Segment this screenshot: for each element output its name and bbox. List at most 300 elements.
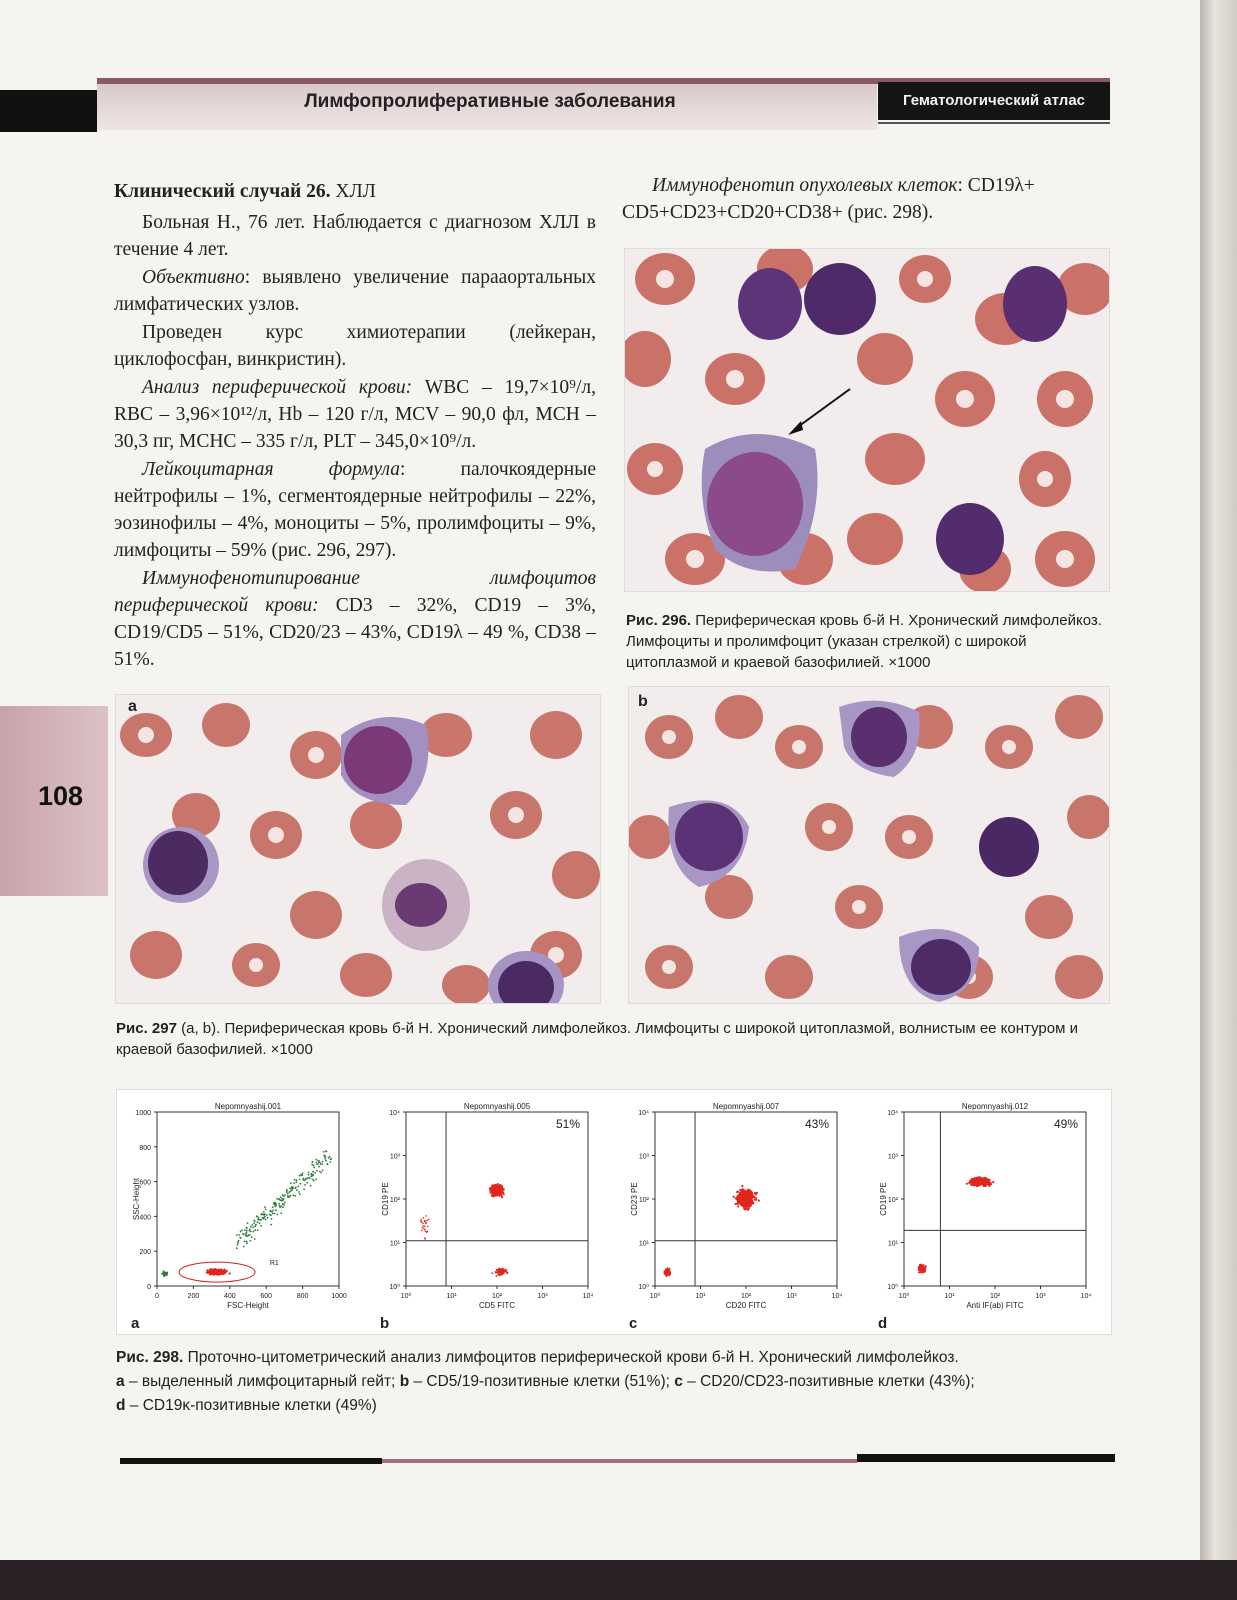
fig296-caption bbox=[626, 610, 1110, 673]
event-dot bbox=[240, 1231, 242, 1233]
x-axis-label: CD20 FITC bbox=[725, 1301, 767, 1310]
event-dot bbox=[236, 1247, 238, 1249]
y-tick-label: 10² bbox=[389, 1197, 400, 1204]
x-tick-label: 0 bbox=[155, 1293, 159, 1300]
y-tick-label: 10³ bbox=[638, 1153, 649, 1161]
event-dot bbox=[287, 1193, 289, 1195]
scan-bottom-edge bbox=[0, 1560, 1237, 1600]
fig296-text: Периферическая кровь б-й Н. Хронический лимфолейкоз. Лимфоциты и пролимфоцит (указан стрелкой) с широкой цитоплазмой и краевой базофилией. ×1000 bbox=[626, 612, 1102, 671]
event-dot bbox=[299, 1179, 301, 1181]
y-tick-label: 10¹ bbox=[638, 1240, 649, 1248]
event-dot bbox=[299, 1175, 301, 1177]
plot-letter: d bbox=[878, 1315, 888, 1332]
event-dot bbox=[261, 1214, 263, 1216]
case-paragraph-2 bbox=[114, 264, 596, 318]
event-dot bbox=[739, 1199, 741, 1201]
event-dot bbox=[273, 1209, 275, 1211]
event-dot bbox=[992, 1181, 994, 1183]
event-dot bbox=[312, 1161, 314, 1163]
y-tick-label: 10⁴ bbox=[887, 1110, 898, 1117]
event-dot bbox=[754, 1192, 756, 1194]
x-tick-label: 10⁰ bbox=[898, 1293, 910, 1300]
event-dot bbox=[266, 1214, 268, 1216]
event-dot bbox=[498, 1268, 500, 1270]
fig296-number: Рис. 296. bbox=[626, 612, 692, 629]
event-dot bbox=[271, 1218, 273, 1220]
event-dot bbox=[264, 1216, 266, 1218]
event-dot bbox=[208, 1271, 210, 1273]
event-dot bbox=[306, 1182, 308, 1184]
event-dot bbox=[422, 1227, 424, 1229]
event-dot bbox=[274, 1202, 276, 1204]
event-dot bbox=[274, 1204, 276, 1206]
y-axis-label: CD19 PE bbox=[879, 1182, 888, 1216]
objective-text: : выявлено увеличение парааортальных лимфатических узлов. bbox=[114, 267, 596, 315]
x-tick-label: 800 bbox=[296, 1293, 309, 1300]
plot-title: Nepomnyashij.007 bbox=[712, 1102, 780, 1111]
immunophenotype-label: Иммунофенотип опухолевых клеток bbox=[652, 175, 958, 196]
x-axis-label: CD5 FITC bbox=[479, 1301, 515, 1310]
event-dot bbox=[503, 1269, 505, 1271]
event-dot bbox=[921, 1269, 923, 1271]
event-dot bbox=[974, 1183, 976, 1185]
event-dot bbox=[669, 1268, 671, 1270]
fig298-c-text: – CD20/CD23-позитивные клетки (43%); bbox=[682, 1373, 975, 1390]
plot-b bbox=[366, 1090, 615, 1336]
case-paragraph-1: Больная Н., 76 лет. Наблюдается с диагнозом ХЛЛ в течение 4 лет. bbox=[114, 212, 596, 260]
event-dot bbox=[292, 1188, 294, 1190]
event-dot bbox=[296, 1189, 298, 1191]
event-dot bbox=[263, 1211, 265, 1213]
plot-frame bbox=[157, 1112, 339, 1286]
y-axis-label: SSC-Height bbox=[132, 1177, 141, 1221]
event-dot bbox=[244, 1229, 246, 1231]
event-dot bbox=[215, 1272, 217, 1274]
event-dot bbox=[308, 1172, 310, 1174]
event-dot bbox=[747, 1199, 749, 1201]
plot-letter: b bbox=[380, 1315, 390, 1332]
event-dot bbox=[279, 1205, 281, 1207]
y-tick-label: 10⁴ bbox=[638, 1110, 649, 1117]
event-dot bbox=[425, 1222, 427, 1224]
case-paragraph-5 bbox=[114, 456, 596, 564]
event-dot bbox=[270, 1224, 272, 1226]
immunophenotyping-label: Иммунофенотипирование лимфоцитов периферической крови: bbox=[114, 568, 596, 616]
event-dot bbox=[924, 1269, 926, 1271]
event-dot bbox=[237, 1242, 239, 1244]
y-tick-label: 600 bbox=[139, 1179, 151, 1187]
event-dot bbox=[217, 1269, 219, 1271]
event-dot bbox=[923, 1271, 925, 1273]
page-edge bbox=[1200, 0, 1237, 1600]
event-dot bbox=[738, 1201, 740, 1203]
plot-c-svg bbox=[615, 1090, 864, 1336]
event-dot bbox=[427, 1226, 429, 1228]
immunophenotyping-text: CD3 – 32%, CD19 – 3%, CD19/CD5 – 51%, CD20/23 – 43%, CD19λ – 49 %, CD38 – 51%. bbox=[114, 595, 597, 670]
percent-label: 51% bbox=[555, 1117, 580, 1131]
event-dot bbox=[326, 1163, 328, 1165]
case-title-suffix: ХЛЛ bbox=[335, 181, 376, 202]
y-tick-label: 10¹ bbox=[389, 1240, 400, 1248]
y-tick-label: 10³ bbox=[887, 1153, 898, 1161]
event-dot bbox=[282, 1194, 284, 1196]
event-dot bbox=[249, 1230, 251, 1232]
event-dot bbox=[312, 1179, 314, 1181]
event-dot bbox=[289, 1191, 291, 1193]
event-dot bbox=[919, 1267, 921, 1269]
event-dot bbox=[744, 1195, 746, 1197]
event-dot bbox=[318, 1161, 320, 1163]
event-dot bbox=[738, 1196, 740, 1198]
fig297-label-a: a bbox=[128, 698, 137, 715]
x-axis-label: Anti IF(ab) FITC bbox=[966, 1301, 1024, 1310]
x-tick-label: 10¹ bbox=[695, 1293, 706, 1300]
event-dot bbox=[294, 1187, 296, 1189]
event-dot bbox=[323, 1151, 325, 1153]
event-dot bbox=[422, 1222, 424, 1224]
event-dot bbox=[758, 1200, 760, 1202]
immunophenotype-text bbox=[622, 172, 1110, 226]
event-dot bbox=[271, 1211, 273, 1213]
event-dot bbox=[749, 1199, 751, 1201]
event-dot bbox=[223, 1269, 225, 1271]
event-dot bbox=[326, 1151, 328, 1153]
x-tick-label: 10⁴ bbox=[831, 1293, 843, 1300]
event-dot bbox=[754, 1199, 756, 1201]
event-dot bbox=[329, 1161, 331, 1163]
event-dot bbox=[250, 1240, 252, 1242]
event-dot bbox=[312, 1171, 314, 1173]
x-tick-label: 10¹ bbox=[446, 1293, 457, 1300]
event-dot bbox=[252, 1226, 254, 1228]
plot-letter: a bbox=[131, 1315, 140, 1332]
event-dot bbox=[260, 1219, 262, 1221]
event-dot bbox=[739, 1192, 741, 1194]
event-dot bbox=[163, 1275, 165, 1277]
y-tick-label: 10⁴ bbox=[389, 1110, 400, 1117]
event-dot bbox=[980, 1179, 982, 1181]
event-dot bbox=[165, 1273, 167, 1275]
event-dot bbox=[302, 1172, 304, 1174]
micrograph-296-image bbox=[625, 249, 1110, 592]
event-dot bbox=[255, 1224, 257, 1226]
event-dot bbox=[920, 1264, 922, 1266]
event-dot bbox=[501, 1196, 503, 1198]
event-dot bbox=[426, 1220, 428, 1222]
event-dot bbox=[239, 1234, 241, 1236]
event-dot bbox=[421, 1230, 423, 1232]
event-dot bbox=[257, 1229, 259, 1231]
event-dot bbox=[505, 1270, 507, 1272]
event-dot bbox=[424, 1226, 426, 1228]
event-dot bbox=[748, 1203, 750, 1205]
event-dot bbox=[253, 1231, 255, 1233]
event-dot bbox=[246, 1232, 248, 1234]
region-label: R1 bbox=[269, 1260, 279, 1268]
x-tick-label: 10⁴ bbox=[1080, 1293, 1092, 1300]
plot-d-svg bbox=[864, 1090, 1113, 1336]
event-dot bbox=[741, 1199, 743, 1201]
header-right-rule bbox=[878, 122, 1110, 124]
event-dot bbox=[302, 1179, 304, 1181]
footer-rule-left bbox=[120, 1458, 382, 1464]
x-tick-label: 10² bbox=[989, 1293, 1001, 1300]
event-dot bbox=[756, 1192, 758, 1194]
event-dot bbox=[424, 1237, 426, 1239]
event-dot bbox=[669, 1273, 671, 1275]
leukocyte-formula-label: Лейкоцитарная формула bbox=[142, 459, 400, 480]
event-dot bbox=[925, 1265, 927, 1267]
x-tick-label: 10³ bbox=[537, 1293, 548, 1300]
event-dot bbox=[320, 1163, 322, 1165]
x-tick-label: 10⁴ bbox=[582, 1293, 594, 1300]
event-dot bbox=[424, 1220, 426, 1222]
event-dot bbox=[251, 1236, 253, 1238]
plot-title: Nepomnyashij.005 bbox=[463, 1102, 531, 1111]
micrograph-297a bbox=[115, 694, 601, 1004]
x-tick-label: 10² bbox=[740, 1293, 752, 1300]
y-tick-label: 800 bbox=[139, 1144, 151, 1152]
event-dot bbox=[254, 1238, 256, 1240]
event-dot bbox=[323, 1155, 325, 1157]
event-dot bbox=[494, 1187, 496, 1189]
page-number: 108 bbox=[38, 781, 84, 811]
event-dot bbox=[330, 1159, 332, 1161]
event-dot bbox=[970, 1184, 972, 1186]
event-dot bbox=[210, 1268, 212, 1270]
y-tick-label: 10³ bbox=[389, 1153, 400, 1161]
event-dot bbox=[257, 1221, 259, 1223]
event-dot bbox=[666, 1275, 668, 1277]
event-dot bbox=[747, 1209, 749, 1211]
event-dot bbox=[264, 1213, 266, 1215]
fig298-b-text: – CD5/19-позитивные клетки (51%); bbox=[409, 1373, 675, 1390]
event-dot bbox=[290, 1188, 292, 1190]
fig297-number: Рис. 297 bbox=[116, 1020, 177, 1037]
event-dot bbox=[752, 1196, 754, 1198]
case-title-main: Клинический случай 26. bbox=[114, 181, 331, 202]
blood-analysis-text: WBC – 19,7×10⁹/л, RBC – 3,96×10¹²/л, Hb – 120 г/л, MCV – 90,0 фл, MCH – 30,3 пг, MCHC – 335 г/л, PLT – 345,0×10⁹/л. bbox=[114, 377, 596, 452]
event-dot bbox=[321, 1163, 323, 1165]
event-dot bbox=[219, 1272, 221, 1274]
event-dot bbox=[293, 1182, 295, 1184]
plot-letter: c bbox=[629, 1315, 638, 1332]
event-dot bbox=[491, 1272, 493, 1274]
event-dot bbox=[423, 1228, 425, 1230]
event-dot bbox=[747, 1194, 749, 1196]
leukocyte-formula-text: : палочкоядерные нейтрофилы – 1%, сегментоядерные нейтрофилы – 22%, эозинофилы – 4%, моноциты – 5%, пролимфоциты – 9%, лимфоциты – 59% (рис. 296, 297). bbox=[114, 459, 596, 561]
event-dot bbox=[325, 1160, 327, 1162]
x-tick-label: 10² bbox=[491, 1293, 503, 1300]
event-dot bbox=[163, 1270, 165, 1272]
event-dot bbox=[272, 1213, 274, 1215]
y-tick-label: 10² bbox=[887, 1197, 898, 1204]
event-dot bbox=[310, 1185, 312, 1187]
event-dot bbox=[269, 1210, 271, 1212]
event-dot bbox=[258, 1217, 260, 1219]
event-dot bbox=[737, 1191, 739, 1193]
percent-label: 49% bbox=[1053, 1117, 1078, 1131]
x-tick-label: 10⁰ bbox=[400, 1293, 412, 1300]
event-dot bbox=[494, 1190, 496, 1192]
fig298-d-label: d bbox=[116, 1397, 126, 1414]
plot-d bbox=[864, 1090, 1113, 1336]
event-dot bbox=[743, 1193, 745, 1195]
event-dot bbox=[246, 1242, 248, 1244]
event-dot bbox=[496, 1193, 498, 1195]
plot-title: Nepomnyashij.012 bbox=[961, 1102, 1029, 1111]
micrograph-297b bbox=[628, 686, 1110, 1004]
x-tick-label: 10¹ bbox=[944, 1293, 955, 1300]
fig298-a-label: a bbox=[116, 1373, 125, 1390]
event-dot bbox=[425, 1215, 427, 1217]
event-dot bbox=[428, 1219, 430, 1221]
percent-label: 43% bbox=[804, 1117, 829, 1131]
event-dot bbox=[320, 1172, 322, 1174]
event-dot bbox=[420, 1219, 422, 1221]
event-dot bbox=[322, 1169, 324, 1171]
event-dot bbox=[498, 1270, 500, 1272]
event-dot bbox=[241, 1229, 243, 1231]
fig298-c-label: c bbox=[674, 1373, 683, 1390]
case-paragraph-4 bbox=[114, 374, 596, 455]
event-dot bbox=[296, 1181, 298, 1183]
plot-b-svg bbox=[366, 1090, 615, 1336]
event-dot bbox=[206, 1272, 208, 1274]
micrograph-297a-image bbox=[116, 695, 601, 1004]
event-dot bbox=[741, 1191, 743, 1193]
event-dot bbox=[736, 1203, 738, 1205]
event-dot bbox=[214, 1270, 216, 1272]
event-dot bbox=[304, 1184, 306, 1186]
event-dot bbox=[255, 1225, 257, 1227]
event-dot bbox=[735, 1197, 737, 1199]
event-dot bbox=[253, 1220, 255, 1222]
footer-rule-right bbox=[857, 1454, 1115, 1462]
immunophenotype-paragraph bbox=[622, 172, 1110, 226]
immunophenotype-value: : CD19λ+ CD5+CD23+CD20+CD38+ (рис. 298). bbox=[622, 175, 1035, 223]
event-dot bbox=[307, 1177, 309, 1179]
y-tick-label: 200 bbox=[139, 1249, 151, 1257]
event-dot bbox=[421, 1221, 423, 1223]
x-tick-label: 600 bbox=[260, 1293, 273, 1300]
event-dot bbox=[315, 1179, 317, 1181]
event-dot bbox=[966, 1183, 968, 1185]
event-dot bbox=[253, 1222, 255, 1224]
event-dot bbox=[423, 1217, 425, 1219]
event-dot bbox=[316, 1163, 318, 1165]
event-dot bbox=[239, 1237, 241, 1239]
event-dot bbox=[251, 1224, 253, 1226]
event-dot bbox=[259, 1222, 261, 1224]
event-dot bbox=[308, 1174, 310, 1176]
plot-a-svg bbox=[117, 1090, 366, 1336]
fig298-b-label: b bbox=[399, 1373, 410, 1390]
fig298-d-text: – CD19κ-позитивные клетки (49%) bbox=[125, 1397, 377, 1414]
event-dot bbox=[988, 1184, 990, 1186]
event-dot bbox=[664, 1272, 666, 1274]
plot-frame bbox=[904, 1112, 1086, 1286]
event-dot bbox=[237, 1244, 239, 1246]
fig298-caption bbox=[116, 1346, 1116, 1418]
micrograph-296 bbox=[624, 248, 1110, 592]
event-dot bbox=[274, 1213, 276, 1215]
event-dot bbox=[313, 1165, 315, 1167]
event-dot bbox=[491, 1188, 493, 1190]
x-tick-label: 10³ bbox=[786, 1293, 797, 1300]
event-dot bbox=[269, 1214, 271, 1216]
x-tick-label: 10³ bbox=[1035, 1293, 1046, 1300]
event-dot bbox=[250, 1226, 252, 1228]
event-dot bbox=[301, 1174, 303, 1176]
event-dot bbox=[744, 1202, 746, 1204]
event-dot bbox=[978, 1183, 980, 1185]
fig297-label-b: b bbox=[638, 693, 648, 710]
event-dot bbox=[246, 1241, 248, 1243]
event-dot bbox=[246, 1230, 248, 1232]
event-dot bbox=[278, 1198, 280, 1200]
blood-analysis-label: Анализ периферической крови: bbox=[142, 377, 413, 398]
event-dot bbox=[297, 1185, 299, 1187]
objective-label: Объективно bbox=[142, 267, 245, 288]
event-dot bbox=[425, 1230, 427, 1232]
event-dot bbox=[283, 1198, 285, 1200]
chapter-title: Лимфопролиферативные заболевания bbox=[304, 91, 676, 112]
header-left-bar bbox=[0, 90, 97, 132]
event-dot bbox=[313, 1167, 315, 1169]
event-dot bbox=[316, 1170, 318, 1172]
event-dot bbox=[280, 1212, 282, 1214]
fig298-a-text: – выделенный лимфоцитарный гейт; bbox=[124, 1373, 400, 1390]
event-dot bbox=[971, 1179, 973, 1181]
plot-c bbox=[615, 1090, 864, 1336]
event-dot bbox=[498, 1187, 500, 1189]
event-dot bbox=[918, 1269, 920, 1271]
event-dot bbox=[290, 1182, 292, 1184]
event-dot bbox=[246, 1227, 248, 1229]
y-axis-label: CD23 PE bbox=[630, 1182, 639, 1216]
event-dot bbox=[305, 1178, 307, 1180]
event-dot bbox=[501, 1274, 503, 1276]
event-dot bbox=[243, 1246, 245, 1248]
x-tick-label: 10⁰ bbox=[649, 1293, 661, 1300]
event-dot bbox=[987, 1179, 989, 1181]
event-dot bbox=[274, 1206, 276, 1208]
event-dot bbox=[265, 1208, 267, 1210]
event-dot bbox=[299, 1193, 301, 1195]
event-dot bbox=[501, 1191, 503, 1193]
event-dot bbox=[506, 1273, 508, 1275]
event-dot bbox=[219, 1269, 221, 1271]
event-dot bbox=[245, 1235, 247, 1237]
event-dot bbox=[222, 1271, 224, 1273]
event-dot bbox=[750, 1201, 752, 1203]
event-dot bbox=[272, 1206, 274, 1208]
event-dot bbox=[322, 1161, 324, 1163]
event-dot bbox=[277, 1214, 279, 1216]
event-dot bbox=[666, 1272, 668, 1274]
event-dot bbox=[490, 1190, 492, 1192]
y-tick-label: 10⁰ bbox=[887, 1284, 898, 1291]
plot-a bbox=[117, 1090, 366, 1336]
event-dot bbox=[265, 1219, 267, 1221]
event-dot bbox=[747, 1197, 749, 1199]
fig298-text: Проточно-цитометрический анализ лимфоцитов периферической крови б-й Н. Хронический лимфолейкоз. bbox=[183, 1349, 959, 1366]
fig298-number: Рис. 298. bbox=[116, 1349, 184, 1366]
y-tick-label: 1000 bbox=[135, 1110, 151, 1117]
flow-cytometry-plots bbox=[116, 1089, 1112, 1335]
event-dot bbox=[247, 1222, 249, 1224]
